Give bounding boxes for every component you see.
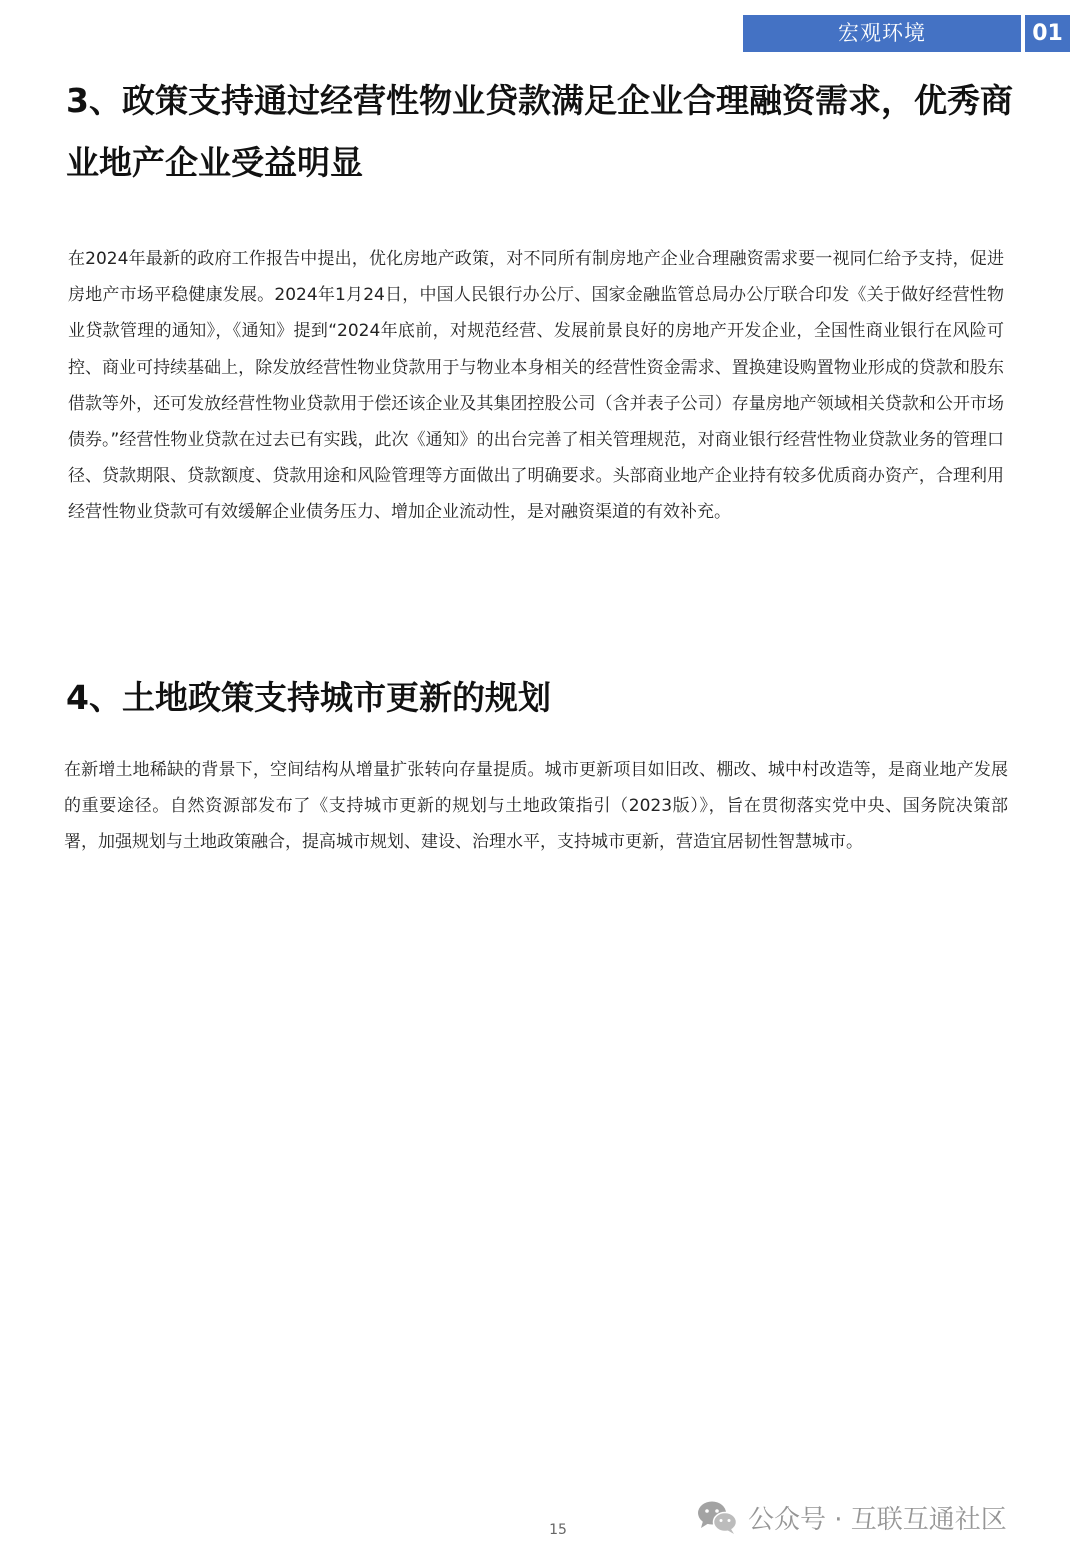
section-4-heading: 4、土地政策支持城市更新的规划 <box>66 678 551 717</box>
wechat-icon <box>696 1499 738 1535</box>
page-number: 15 <box>549 1522 567 1538</box>
section-3-paragraph: 在2024年最新的政府工作报告中提出，优化房地产政策，对不同所有制房地产企业合理融资需求要一视同仁给予支持，促进房地产市场平稳健康发展。2024年1月24日，中国人民银行办公厅、国家金融监管总局办公厅联合印发《关于做好经营性物业贷款管理的通知》，《通知》提到“2024年底前，对规范经营、发展前景良好的房地产开发企业，全国性商业银行在风险可控、商业可持续基础上，除发放经营性物业贷款用于与物业本身相关的经营性资金需求、置换建设购置物业形成的贷款和股东借款等外，还可发放经营性物业贷款用于偿还该企业及其集团控股公司（含并表子公司）存量房地产领域相关贷款和公开市场债券。”经营性物业贷款在过去已有实践，此次《通知》的出台完善了相关管理规范，对商业银行经营性物业贷款业务的管理口径、贷款期限、贷款额度、贷款用途和风险管理等方面做出了明确要求。头部商业地产企业持有较多优质商办资产，合理利用经营性物业贷款可有效缓解企业债务压力、增加企业流动性，是对融资渠道的有效补充。 <box>68 249 1004 523</box>
section-3-heading: 3、政策支持通过经营性物业贷款满足企业合理融资需求，优秀商业地产企业受益明显 <box>66 81 1013 182</box>
section-number-tag: 01 <box>1025 15 1070 52</box>
section-title-tag: 宏观环境 <box>743 15 1021 52</box>
watermark-text: 公众号 · 互联互通社区 <box>748 1504 1007 1535</box>
section-4-paragraph: 在新增土地稀缺的背景下，空间结构从增量扩张转向存量提质。城市更新项目如旧改、棚改、城中村改造等，是商业地产发展的重要途径。自然资源部发布了《支持城市更新的规划与土地政策指引（2023版）》，旨在贯彻落实党中央、国务院决策部署，加强规划与土地政策融合，提高城市规划、建设、治理水平，支持城市更新，营造宜居韧性智慧城市。 <box>64 760 1008 853</box>
watermark <box>696 1494 1007 1540</box>
